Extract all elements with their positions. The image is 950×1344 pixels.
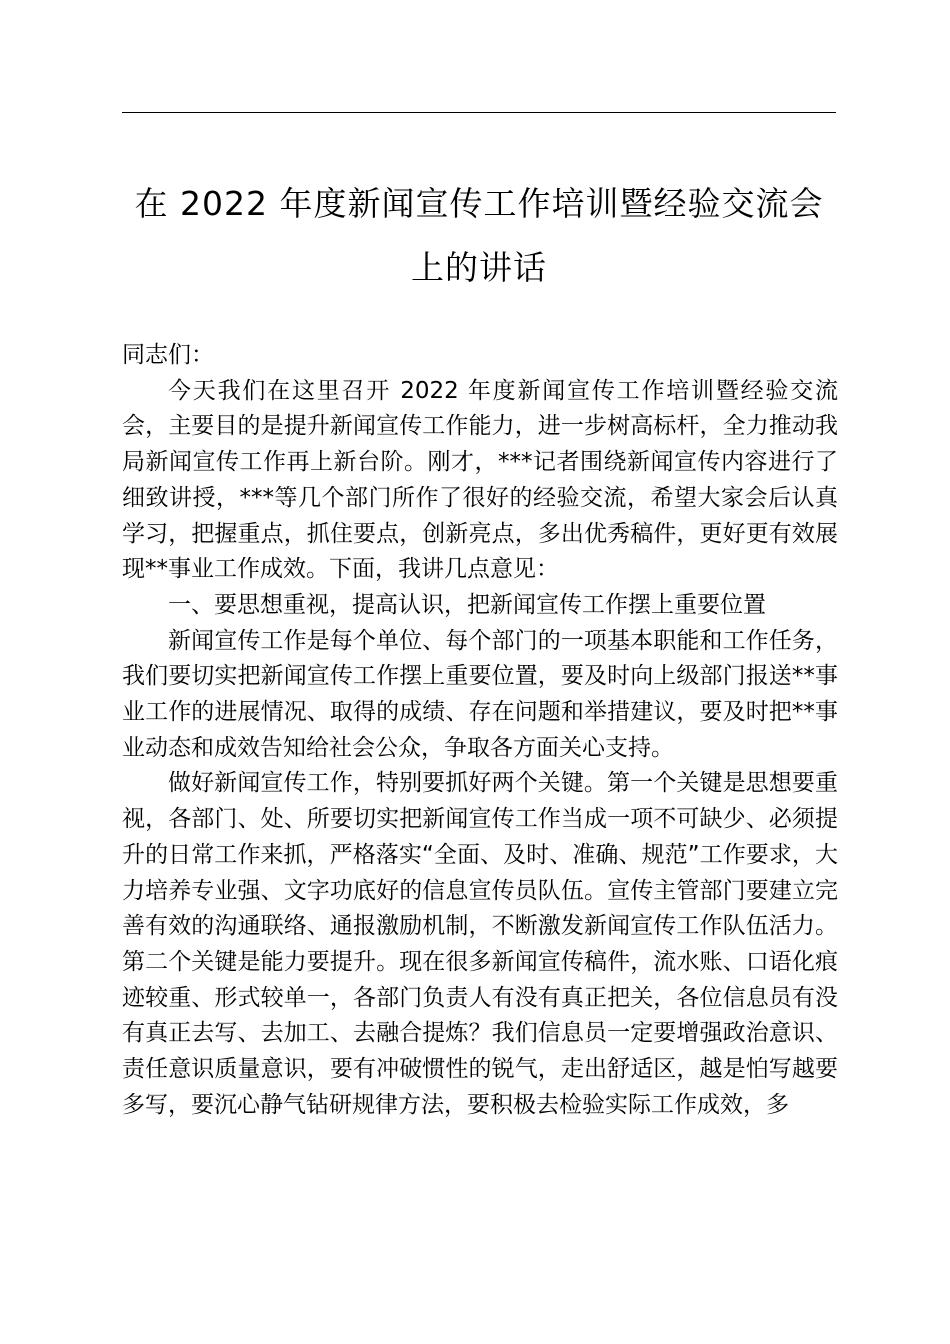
title-line-1: 在 2022 年度新闻宣传工作培训暨经验交流会 — [134, 184, 824, 223]
document-title — [122, 172, 836, 300]
paragraph-duty: 新闻宣传工作是每个单位、每个部门的一项基本职能和工作任务，我们要切实把新闻宣传工作摆上重要位置，要及时向上级部门报送**事业工作的进展情况、取得的成绩、存在问题和举措建议，要及时把**事业动态和成效告知给社会公众，争取各方面关心支持。 — [122, 627, 838, 761]
title-line-2: 上的讲话 — [411, 248, 547, 287]
salutation: 同志们： — [122, 342, 214, 368]
paragraph-two-keys: 做好新闻宣传工作，特别要抓好两个关键。第一个关键是思想要重视，各部门、处、所要切实把新闻宣传工作当成一项不可缺少、必须提升的日常工作来抓，严格落实“全面、及时、准确、规范”工作要求，大力培养专业强、文字功底好的信息宣传员队伍。宣传主管部门要建立完善有效的沟通联络、通报激励机制，不断激发新闻宣传工作队伍活力。第二个关键是能力要提升。现在很多新闻宣传稿件，流水账、口语化痕迹较重、形式较单一，各部门负责人有没有真正把关，各位信息员有没有真正去写、去加工、去融合提炼？我们信息员一定要增强政治意识、责任意识质量意识，要有冲破惯性的锐气，走出舒适区，越是怕写越要多写，要沉心静气钻研规律方法，要积极去检验实际工作成效，多 — [122, 770, 838, 1118]
paragraph-opening: 今天我们在这里召开 2022 年度新闻宣传工作培训暨经验交流会，主要目的是提升新闻宣传工作能力，进一步树高标杆，全力推动我局新闻宣传工作再上新台阶。刚才，***记者围绕新闻宣传内容进行了细致讲授，***等几个部门所作了很好的经验交流，希望大家会后认真学习，把握重点，抓住要点，创新亮点，多出优秀稿件，更好更有效展现**事业工作成效。下面，我讲几点意见： — [122, 377, 838, 583]
section-heading-1: 一、要思想重视，提高认识，把新闻宣传工作摆上重要位置 — [168, 591, 766, 618]
document-body — [122, 338, 838, 1123]
header-rule — [122, 112, 836, 113]
